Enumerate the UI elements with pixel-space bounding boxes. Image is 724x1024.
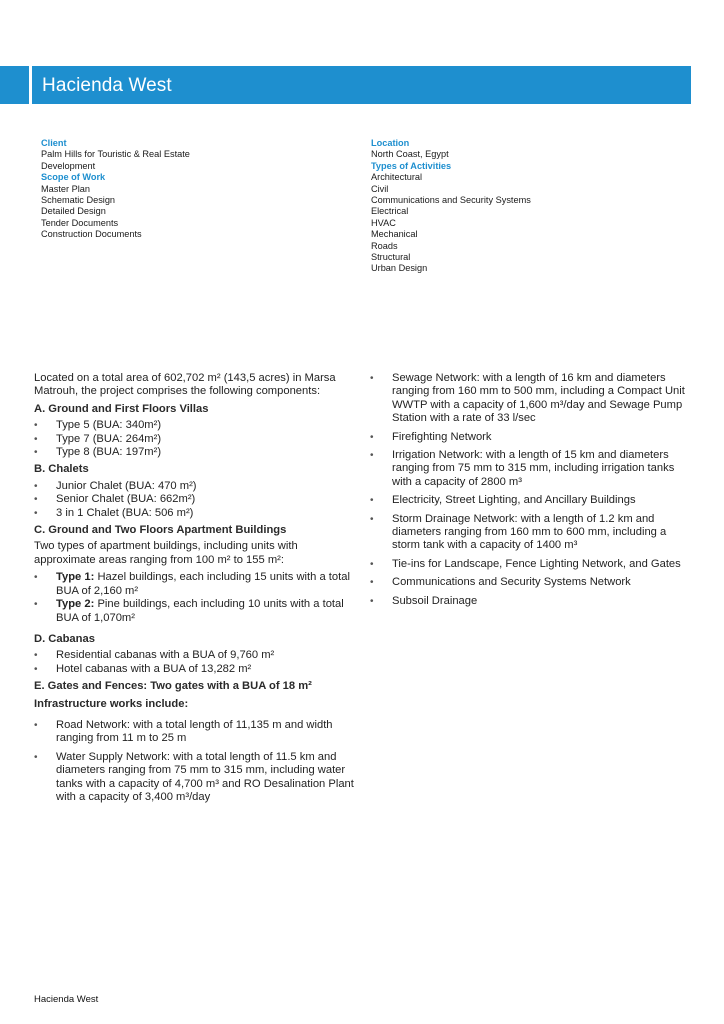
item-lead: Type 2: xyxy=(56,598,95,611)
body-column-right xyxy=(370,372,692,613)
list-item: • Type 5 (BUA: 340m²) xyxy=(34,419,354,432)
section-heading: A. Ground and First Floors Villas xyxy=(34,402,209,415)
activity-item: Structural xyxy=(371,252,411,263)
list-item: • Type 8 (BUA: 197m²) xyxy=(34,446,354,459)
client-line: Palm Hills for Touristic & Real Estate xyxy=(41,149,190,160)
infrastructure-list-left xyxy=(34,719,354,804)
activity-item: Mechanical xyxy=(371,229,418,240)
section-heading: D. Cabanas xyxy=(34,632,95,645)
infrastructure-heading: Infrastructure works include: xyxy=(34,697,189,710)
title-bar xyxy=(0,66,691,104)
intro-paragraph: Located on a total area of 602,702 m² (143,5 acres) in Marsa Matrouh, the project comprises the following components: xyxy=(34,372,336,398)
scope-item: Detailed Design xyxy=(41,206,106,217)
item-lead: Type 1: xyxy=(56,571,95,584)
scope-item: Master Plan xyxy=(41,183,91,194)
project-meta-left xyxy=(41,138,311,241)
list-item: • Storm Drainage Network: with a length of 1.2 km and diameters ranging from 160 mm to 600 mm, including a storm tank with a capacity of 1400 m³ xyxy=(370,513,692,553)
activity-item: HVAC xyxy=(371,217,396,228)
list-item: • Sewage Network: with a length of 16 km and diameters ranging from 160 mm to 500 mm, including a Compact Unit WWTP with a capacity of 1,600 m³/day and Sewage Pump Station with a rate of 33 l/sec xyxy=(370,372,692,426)
apartment-list xyxy=(34,571,354,625)
section-paragraph: Two types of apartment buildings, including units with approximate areas ranging from 100 m² to 155 m²: xyxy=(34,540,298,566)
list-item xyxy=(34,598,354,625)
title-accent-block xyxy=(0,66,32,104)
activity-item: Communications and Security Systems xyxy=(371,195,531,206)
list-item: • Junior Chalet (BUA: 470 m²) xyxy=(34,480,354,493)
activity-item: Roads xyxy=(371,240,398,251)
list-item: • Electricity, Street Lighting, and Ancillary Buildings xyxy=(370,494,692,507)
list-item: • Road Network: with a total length of 11,135 m and width ranging from 11 m to 25 m xyxy=(34,719,354,746)
scope-item: Construction Documents xyxy=(41,229,142,240)
list-item: • Hotel cabanas with a BUA of 13,282 m² xyxy=(34,663,354,676)
section-heading: C. Ground and Two Floors Apartment Buildings xyxy=(34,524,287,537)
list-item: • Senior Chalet (BUA: 662m²) xyxy=(34,493,354,506)
activity-item: Urban Design xyxy=(371,263,428,274)
villa-list xyxy=(34,419,354,459)
client-label: Client xyxy=(41,138,67,148)
page-footer: Hacienda West xyxy=(34,994,99,1005)
scope-item: Schematic Design xyxy=(41,195,116,206)
chalet-list xyxy=(34,480,354,520)
list-item: • Tie-ins for Landscape, Fence Lighting Network, and Gates xyxy=(370,558,692,571)
section-heading: B. Chalets xyxy=(34,463,89,476)
activity-item: Electrical xyxy=(371,206,409,217)
list-item: • Type 7 (BUA: 264m²) xyxy=(34,433,354,446)
section-heading: E. Gates and Fences: Two gates with a BUA of 18 m² xyxy=(34,680,312,693)
body-column-left xyxy=(34,372,354,809)
client-line: Development xyxy=(41,160,96,171)
infrastructure-list-right xyxy=(370,372,692,608)
activity-item: Civil xyxy=(371,183,389,194)
list-item: • Firefighting Network xyxy=(370,431,692,444)
list-item: • Communications and Security Systems Network xyxy=(370,576,692,589)
scope-label: Scope of Work xyxy=(41,172,106,183)
cabana-list xyxy=(34,649,354,676)
page-title: Hacienda West xyxy=(42,75,172,96)
list-item: • Residential cabanas with a BUA of 9,760 m² xyxy=(34,649,354,662)
list-item: • Subsoil Drainage xyxy=(370,595,692,608)
item-text: Pine buildings, each including 10 units with a total BUA of 1,070m² xyxy=(56,598,344,624)
list-item: • Irrigation Network: with a length of 15 km and diameters ranging from 75 mm to 315 mm, including irrigation tanks with a capacity of 2800 m³ xyxy=(370,449,692,489)
activities-label: Types of Activities xyxy=(371,160,452,171)
list-item: • Water Supply Network: with a total length of 11.5 km and diameters ranging from 75 mm to 315 mm, including water tanks with a capacity of 4,700 m³ and RO Desalination Plant with a capacity of 3,400 m³/day xyxy=(34,751,354,805)
list-item: • 3 in 1 Chalet (BUA: 506 m²) xyxy=(34,507,354,520)
list-item xyxy=(34,571,354,598)
location-value: North Coast, Egypt xyxy=(371,149,449,160)
item-text: Hazel buildings, each including 15 units with a total BUA of 2,160 m² xyxy=(56,571,350,597)
project-meta-right xyxy=(371,138,691,275)
scope-item: Tender Documents xyxy=(41,217,119,228)
activity-item: Architectural xyxy=(371,172,423,183)
location-label: Location xyxy=(371,138,410,148)
